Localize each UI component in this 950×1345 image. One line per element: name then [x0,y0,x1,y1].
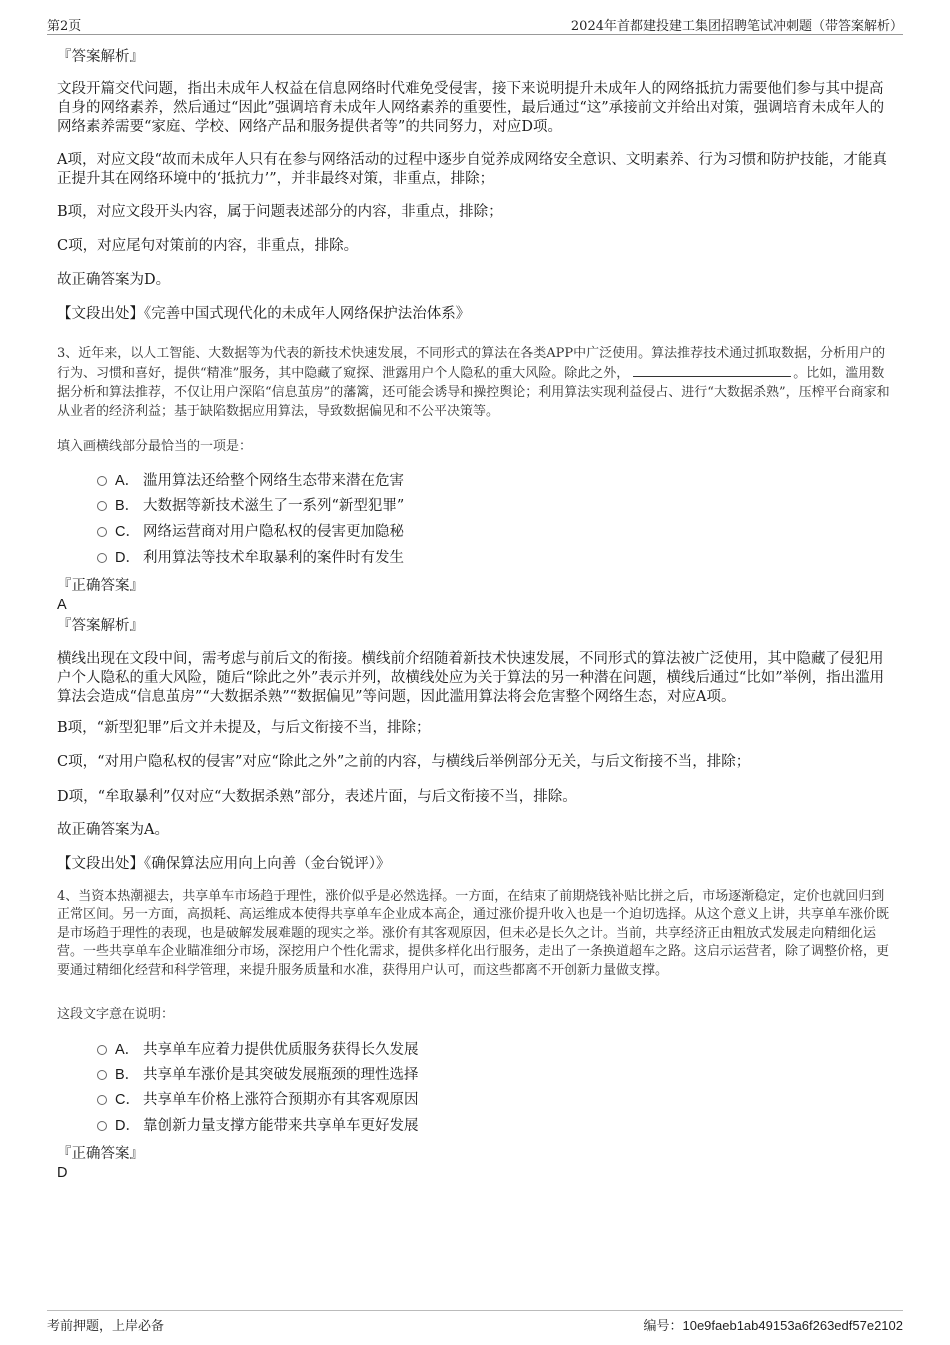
q3-analysis-para-1: 横线出现在文段中间，需考虑与前后文的衔接。横线前介绍随着新技术快速发展，不同形式的算法被广泛使用，其中隐藏了侵犯用户个人隐私的重大风险，随后“除此之外”表示并列，故横线处应为关于算法的另一种潜在问题，横线后通过“比如”举例，指出滥用算法会造成“信息茧房”“大数据杀熟”“数据偏见”等问题，因此滥用算法将会危害整个网络生态，对应A项。 [57,651,885,705]
radio-icon[interactable] [97,553,107,563]
footer-slogan: 考前押题，上岸必备 [47,1319,165,1334]
radio-icon[interactable] [97,1045,107,1055]
page-footer [47,1310,903,1333]
document-code: 编号：10e9faeb1ab49153a6f263edf57e2102 [643,1318,903,1333]
q3-option-c[interactable]: C． 网络运营商对用户隐私权的侵害更加隐秘 [97,523,404,542]
q3-answer-label: 『正确答案』 [57,578,144,594]
page-header [47,14,903,35]
q2-analysis-label: 『答案解析』 [57,49,144,65]
radio-icon[interactable] [97,527,107,537]
q2-analysis-para-1: 文段开篇交代问题，指出未成年人权益在信息网络时代难免受侵害，接下来说明提升未成年人的网络抵抗力需要他们参与其中提高自身的网络素养，然后通过“因此”强调培育未成年人网络素养的重要性，最后通过“这”承接前文并给出对策，强调培育未成年人的网络素养需要“家庭、学校、网络产品和服务提供者等”的共同努力，对应D项。 [57,81,885,135]
q3-source: 【文段出处】《确保算法应用向上向善（金台锐评）》 [57,856,391,872]
q4-option-a[interactable]: A． 共享单车应着力提供优质服务获得长久发展 [97,1041,419,1060]
q3-answer: A [57,597,67,613]
q3-stem [57,344,893,421]
document-title: 2024年首都建投建工集团招聘笔试冲刺题（带答案解析） [570,19,903,34]
q3-analysis-para-2: B项，“新型犯罪”后文并未提及，与后文衔接不当，排除； [57,720,431,736]
q4-option-c[interactable]: C． 共享单车价格上涨符合预期亦有其客观原因 [97,1091,419,1110]
q3-analysis-para-4: D项，“牟取暴利”仅对应“大数据杀熟”部分，表述片面，与后文衔接不当，排除。 [57,789,577,805]
q2-analysis-para-4: C项，对应尾句对策前的内容，非重点，排除。 [57,238,359,254]
q3-option-b[interactable]: B． 大数据等新技术滋生了一系列“新型犯罪” [97,497,404,516]
radio-icon[interactable] [97,1121,107,1131]
q4-stem: 4、当资本热潮褪去，共享单车市场趋于理性，涨价似乎是必然选择。一方面，在结束了前期烧钱补贴比拼之后，市场逐渐稳定，定价也就回归到正常区间。另一方面，高损耗、高运维成本使得共享单车企业成本高企，通过涨价提升收入也是一个迫切选择。从这个意义上讲，共享单车涨价既是市场趋于理性的表现，也是破解发展难题的现实之举。涨价有其客观原因，但未必是长久之计。当前，共享经济正由粗放式发展走向精细化运营。一些共享单车企业瞄准细分市场，深挖用户个性化需求，提供多样化出行服务，走出了一条换道超车之路。这启示运营者，除了调整价格，更要通过精细化经营和科学管理，来提升服务质量和水准，获得用户认可，而这些都离不开创新力量做支撑。 [57,889,890,978]
q3-stem-before: 3、近年来，以人工智能、大数据等为代表的新技术快速发展，不同形式的算法在各类APP中广泛使用。算法推荐技术通过抓取数据，分析用户的行为、习惯和喜好，提供“精准”服务，其中隐藏了窥探、泄露用户个人隐私的重大风险。除此之外， [57,346,886,381]
q2-analysis-para-5: 故正确答案为D。 [57,272,171,288]
q4-answer-label: 『正确答案』 [57,1146,144,1162]
q3-option-d[interactable]: D． 利用算法等技术牟取暴利的案件时有发生 [97,549,404,568]
q2-source: 【文段出处】《完善中国式现代化的未成年人网络保护法治体系》 [57,306,471,322]
q3-stem-after: 。比如，滥用数据分析和算法推荐，不仅让用户深陷“信息茧房”的藩篱，还可能会诱导和操控舆论；利用算法实现利益侵占、进行“大数据杀熟”，压榨平台商家和从业者的经济利益；基于缺陷数据应用算法，导致数据偏见和不公平决策等。 [57,366,890,419]
q4-option-d[interactable]: D． 靠创新力量支撑方能带来共享单车更好发展 [97,1117,419,1136]
radio-icon[interactable] [97,1070,107,1080]
q4-answer: D [57,1165,68,1181]
q2-analysis-para-3: B项，对应文段开头内容，属于问题表述部分的内容，非重点，排除； [57,204,503,220]
radio-icon[interactable] [97,476,107,486]
radio-icon[interactable] [97,1095,107,1105]
page-number: 第2页 [47,19,82,34]
q2-analysis-para-2: A项，对应文段“故而未成年人只有在参与网络活动的过程中逐步自觉养成网络安全意识、文明素养、行为习惯和防护技能，才能真正提升其在网络环境中的‘抵抗力’”，并非最终对策，非重点，排除； [57,152,887,187]
q3-prompt: 填入画横线部分最恰当的一项是： [57,439,253,454]
radio-icon[interactable] [97,501,107,511]
q3-analysis-para-3: C项，“对用户隐私权的侵害”对应“除此之外”之前的内容，与横线后举例部分无关，与后文衔接不当，排除； [57,754,751,770]
q3-blank [633,363,791,377]
q4-prompt: 这段文字意在说明： [57,1007,175,1022]
q3-analysis-label: 『答案解析』 [57,618,144,634]
q3-option-a[interactable]: A． 滥用算法还给整个网络生态带来潜在危害 [97,472,404,491]
q4-option-b[interactable]: B． 共享单车涨价是其突破发展瓶颈的理性选择 [97,1066,419,1085]
q3-analysis-para-5: 故正确答案为A。 [57,822,169,838]
